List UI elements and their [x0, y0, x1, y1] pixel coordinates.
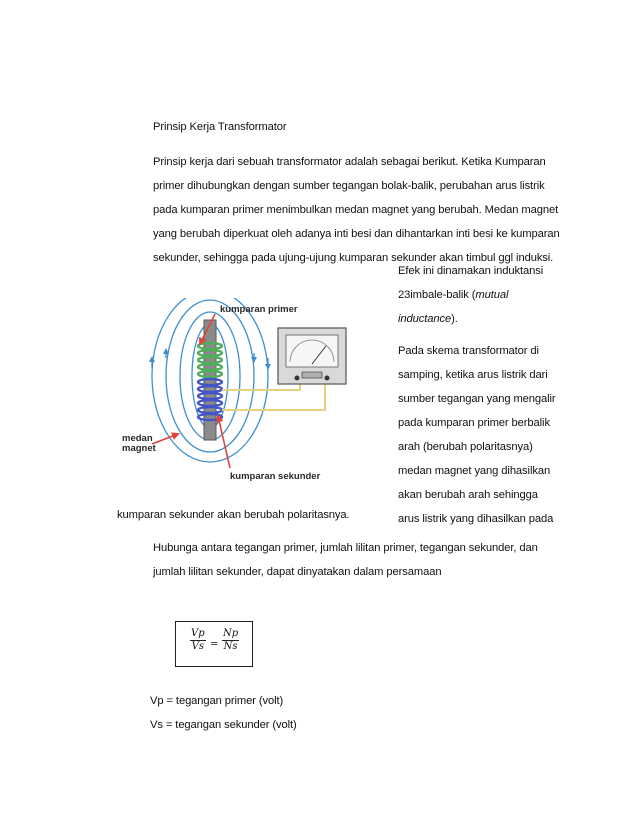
field-arrow — [152, 434, 178, 444]
definition-line: Vp = tegangan primer (volt) — [150, 695, 284, 707]
paragraph1-line: primer dihubungkan dengan sumber tegangan bolak-balik, perubahan arus listrik — [153, 180, 545, 192]
side-text-line: arah (berubah polaritasnya) — [398, 441, 533, 453]
side-text-line: 23imbale-balik (mutual — [398, 289, 509, 301]
label-primary-coil: kumparan primer — [220, 304, 298, 315]
side-text-line: Pada skema transformator di — [398, 345, 539, 357]
transformer-diagram — [120, 298, 395, 486]
rhs-denominator: Ns — [223, 641, 238, 652]
side-text-line: samping, ketika arus listrik dari — [398, 369, 548, 381]
label-magnetic-field-1: medan — [122, 433, 153, 444]
side-text-line: Efek ini dinamakan induktansi — [398, 265, 544, 277]
secondary-coil — [198, 379, 222, 420]
paragraph1-line: sekunder, sehingga pada ujung-ujung kumparan sekunder akan timbul ggl induksi. — [153, 252, 554, 264]
lhs-numerator: Vp — [191, 628, 205, 639]
heading: Prinsip Kerja Transformator — [153, 121, 287, 133]
connecting-wires — [222, 384, 325, 410]
paragraph1-line: pada kumparan primer menimbulkan medan magnet yang berubah. Medan magnet — [153, 204, 559, 216]
paragraph2-line: jumlah lilitan sekunder, dapat dinyatakan dalam persamaan — [153, 566, 442, 578]
lhs-fraction — [190, 628, 206, 653]
side-text-line: inductance). — [398, 313, 458, 325]
label-magnetic-field-2: magnet — [122, 443, 156, 454]
side-text-line: pada kumparan primer berbalik — [398, 417, 550, 429]
formula-box — [175, 621, 253, 667]
rhs-fraction — [222, 628, 239, 653]
rhs-numerator: Np — [223, 628, 239, 639]
label-secondary-coil: kumparan sekunder — [230, 471, 321, 482]
side-text-line: medan magnet yang dihasilkan — [398, 465, 551, 477]
paragraph1-line: yang berubah diperkuat oleh adanya inti besi dan dihantarkan inti besi ke kumparan — [153, 228, 560, 240]
definition-line: Vs = tegangan sekunder (volt) — [150, 719, 297, 731]
paragraph2-line: Hubunga antara tegangan primer, jumlah lilitan primer, tegangan sekunder, dan — [153, 542, 538, 554]
paragraph1-line: Prinsip kerja dari sebuah transformator adalah sebagai berikut. Ketika Kumparan — [153, 156, 546, 168]
voltmeter — [278, 328, 346, 384]
equals-sign: = — [210, 639, 219, 650]
side-text-line: sumber tegangan yang mengalir — [398, 393, 556, 405]
side-text-line: arus listrik yang dihasilkan pada — [398, 513, 554, 525]
side-text-line: akan berubah arah sehingga — [398, 489, 538, 501]
continuation-line: kumparan sekunder akan berubah polaritasnya. — [117, 509, 350, 521]
lhs-denominator: Vs — [191, 641, 204, 652]
